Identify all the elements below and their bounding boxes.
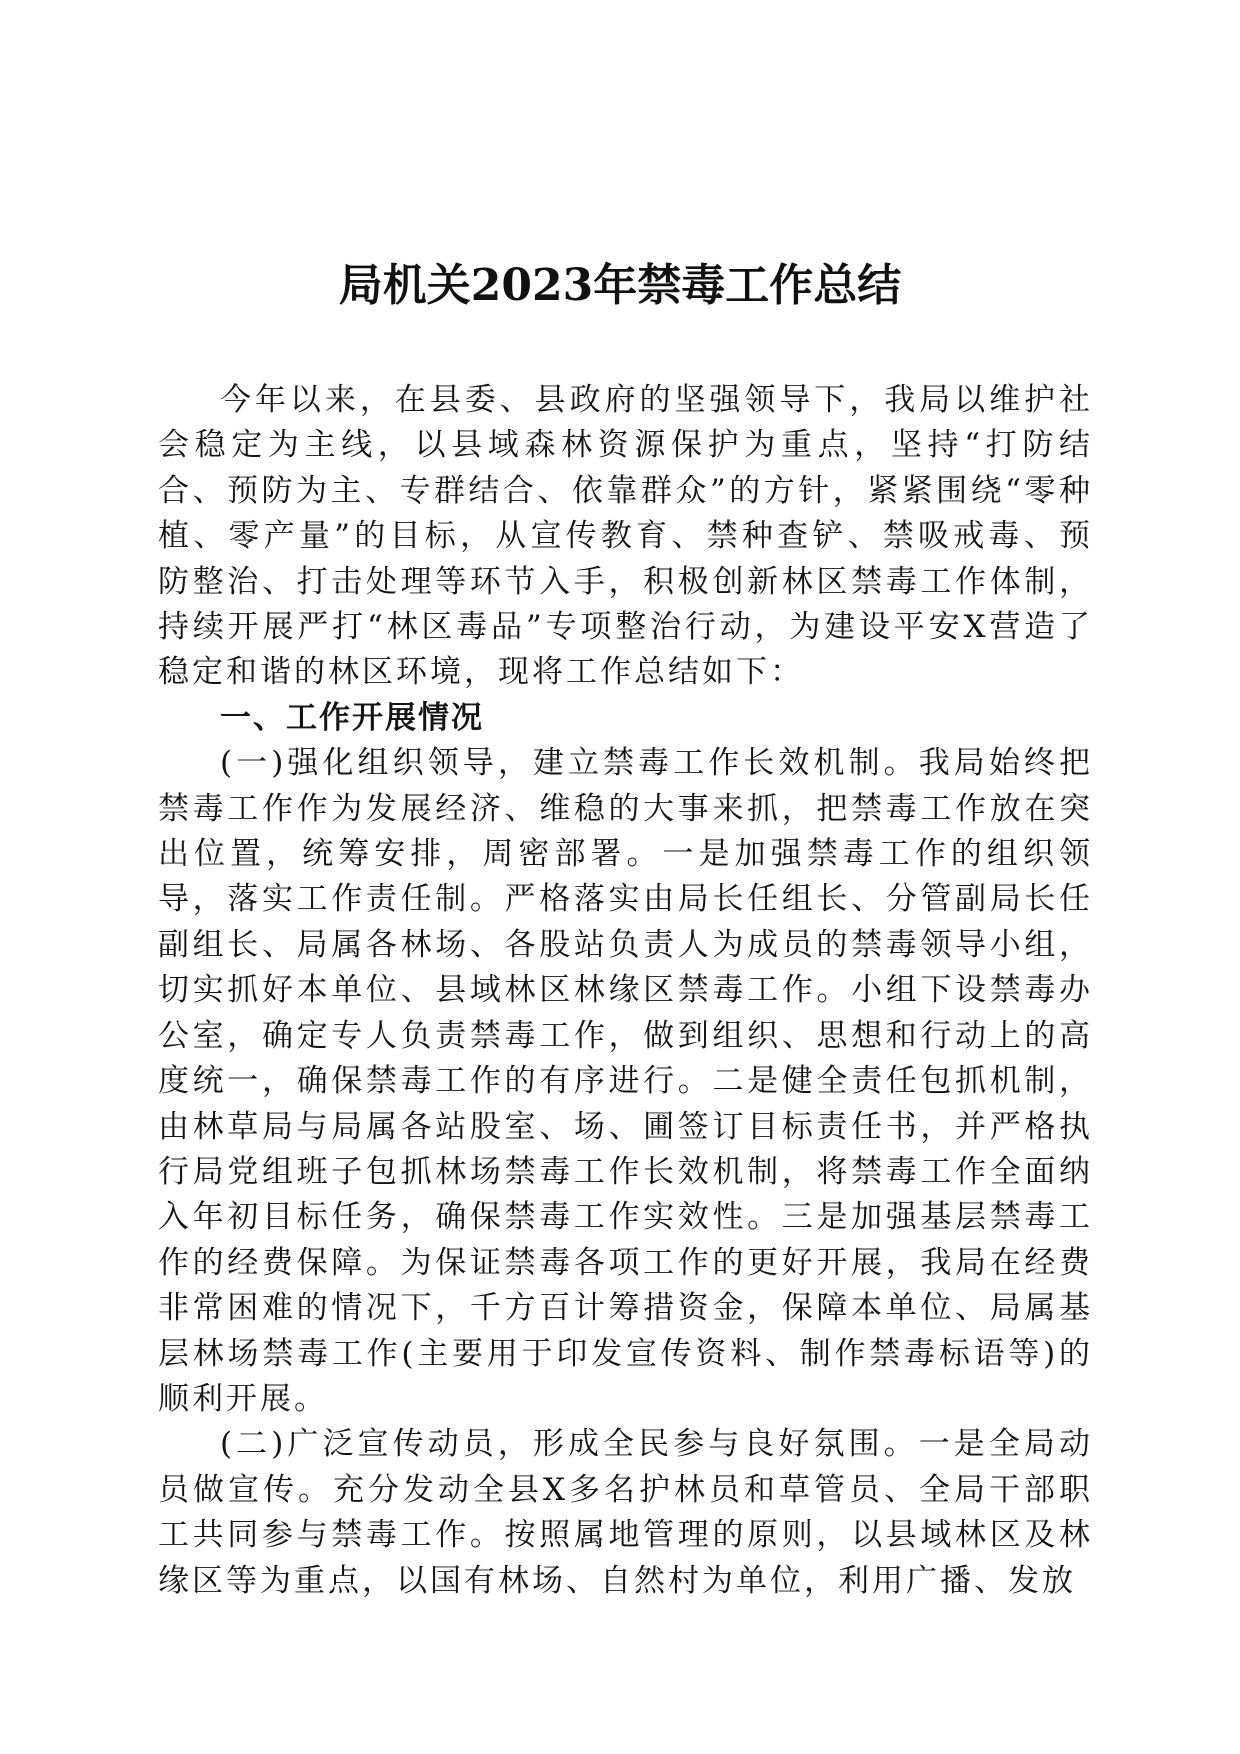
document-title: 局机关2023年禁毒工作总结 <box>338 260 902 311</box>
section-2-paragraph: (二)广泛宣传动员，形成全民参与良好氛围。一是全局动员做宣传。充分发动全县X多名护林员和草管员、全局干部职工共同参与禁毒工作。按照属地管理的原则，以县域林区及林缘区等为重点，以国有林场、自然村为单位，利用广播、发放 <box>158 1426 1093 1599</box>
document-body <box>158 378 1093 1604</box>
section-heading: 一、工作开展情况 <box>220 699 484 736</box>
section-1-paragraph: (一)强化组织领导，建立禁毒工作长效机制。我局始终把禁毒工作作为发展经济、维稳的大事来抓，把禁毒工作放在突出位置，统筹安排，周密部署。一是加强禁毒工作的组织领导，落实工作责任制。严格落实由局长任组长、分管副局长任副组长、局属各林场、各股站负责人为成员的禁毒领导小组，切实抓好本单位、县域林区林缘区禁毒工作。小组下设禁毒办公室，确定专人负责禁毒工作，做到组织、思想和行动上的高度统一，确保禁毒工作的有序进行。二是健全责任包抓机制，由林草局与局属各站股室、场、圃签订目标责任书，并严格执行局党组班子包抓林场禁毒工作长效机制，将禁毒工作全面纳入年初目标任务，确保禁毒工作实效性。三是加强基层禁毒工作的经费保障。为保证禁毒各项工作的更好开展，我局在经费非常困难的情况下，千方百计筹措资金，保障本单位、局属基层林场禁毒工作(主要用于印发宣传资料、制作禁毒标语等)的顺利开展。 <box>158 745 1093 1417</box>
intro-paragraph: 今年以来，在县委、县政府的坚强领导下，我局以维护社会稳定为主线，以县域森林资源保护为重点，坚持“打防结合、预防为主、专群结合、依靠群众”的方针，紧紧围绕“零种植、零产量”的目标，从宣传教育、禁种查铲、禁吸戒毒、预防整治、打击处理等环节入手，积极创新林区禁毒工作体制，持续开展严打“林区毒品”专项整治行动，为建设平安X营造了稳定和谐的林区环境，现将工作总结如下： <box>158 382 1093 691</box>
